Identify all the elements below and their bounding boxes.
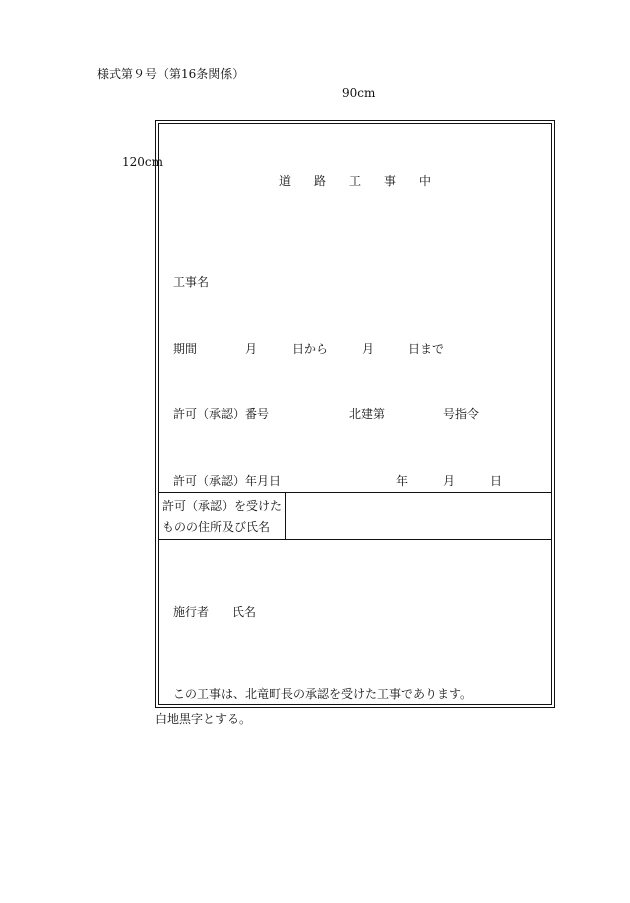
recipient-label-line: 許可（承認）を受けた bbox=[162, 499, 283, 513]
title-char: 工 bbox=[349, 174, 362, 188]
recipient-row-bottom-border bbox=[158, 539, 552, 540]
permit-office-label: 北建第 bbox=[349, 407, 386, 421]
permit-number-label: 許可（承認）番号 bbox=[173, 407, 270, 421]
recipient-value-cell bbox=[286, 493, 551, 538]
permit-date-year: 年 bbox=[396, 474, 409, 488]
period-month-start: 月 bbox=[245, 342, 258, 356]
contractor-label: 施行者 bbox=[173, 605, 210, 619]
work-name-label: 工事名 bbox=[173, 275, 210, 289]
permit-date-month: 月 bbox=[443, 474, 456, 488]
recipient-label-line: ものの住所及び氏名 bbox=[162, 520, 271, 534]
permit-order-label: 号指令 bbox=[443, 407, 480, 421]
height-dimension-label: 120cm bbox=[122, 155, 164, 169]
title-char: 道 bbox=[279, 174, 292, 188]
permit-date-label: 許可（承認）年月日 bbox=[173, 474, 282, 488]
contractor-name-label: 氏名 bbox=[232, 605, 257, 619]
period-day-from: 日から bbox=[292, 342, 329, 356]
permit-date-day: 日 bbox=[490, 474, 503, 488]
form-number-label: 様式第９号（第16条関係） bbox=[97, 67, 245, 81]
color-note: 白地黒字とする。 bbox=[155, 712, 252, 726]
period-month-end: 月 bbox=[362, 342, 375, 356]
title-char: 中 bbox=[419, 174, 432, 188]
title-char: 路 bbox=[314, 174, 327, 188]
approval-statement: この工事は、北竜町長の承認を受けた工事であります。 bbox=[173, 687, 473, 701]
period-label: 期間 bbox=[173, 342, 198, 356]
period-day-until: 日まで bbox=[408, 342, 445, 356]
width-dimension-label: 90cm bbox=[342, 86, 376, 100]
title-char: 事 bbox=[384, 174, 397, 188]
